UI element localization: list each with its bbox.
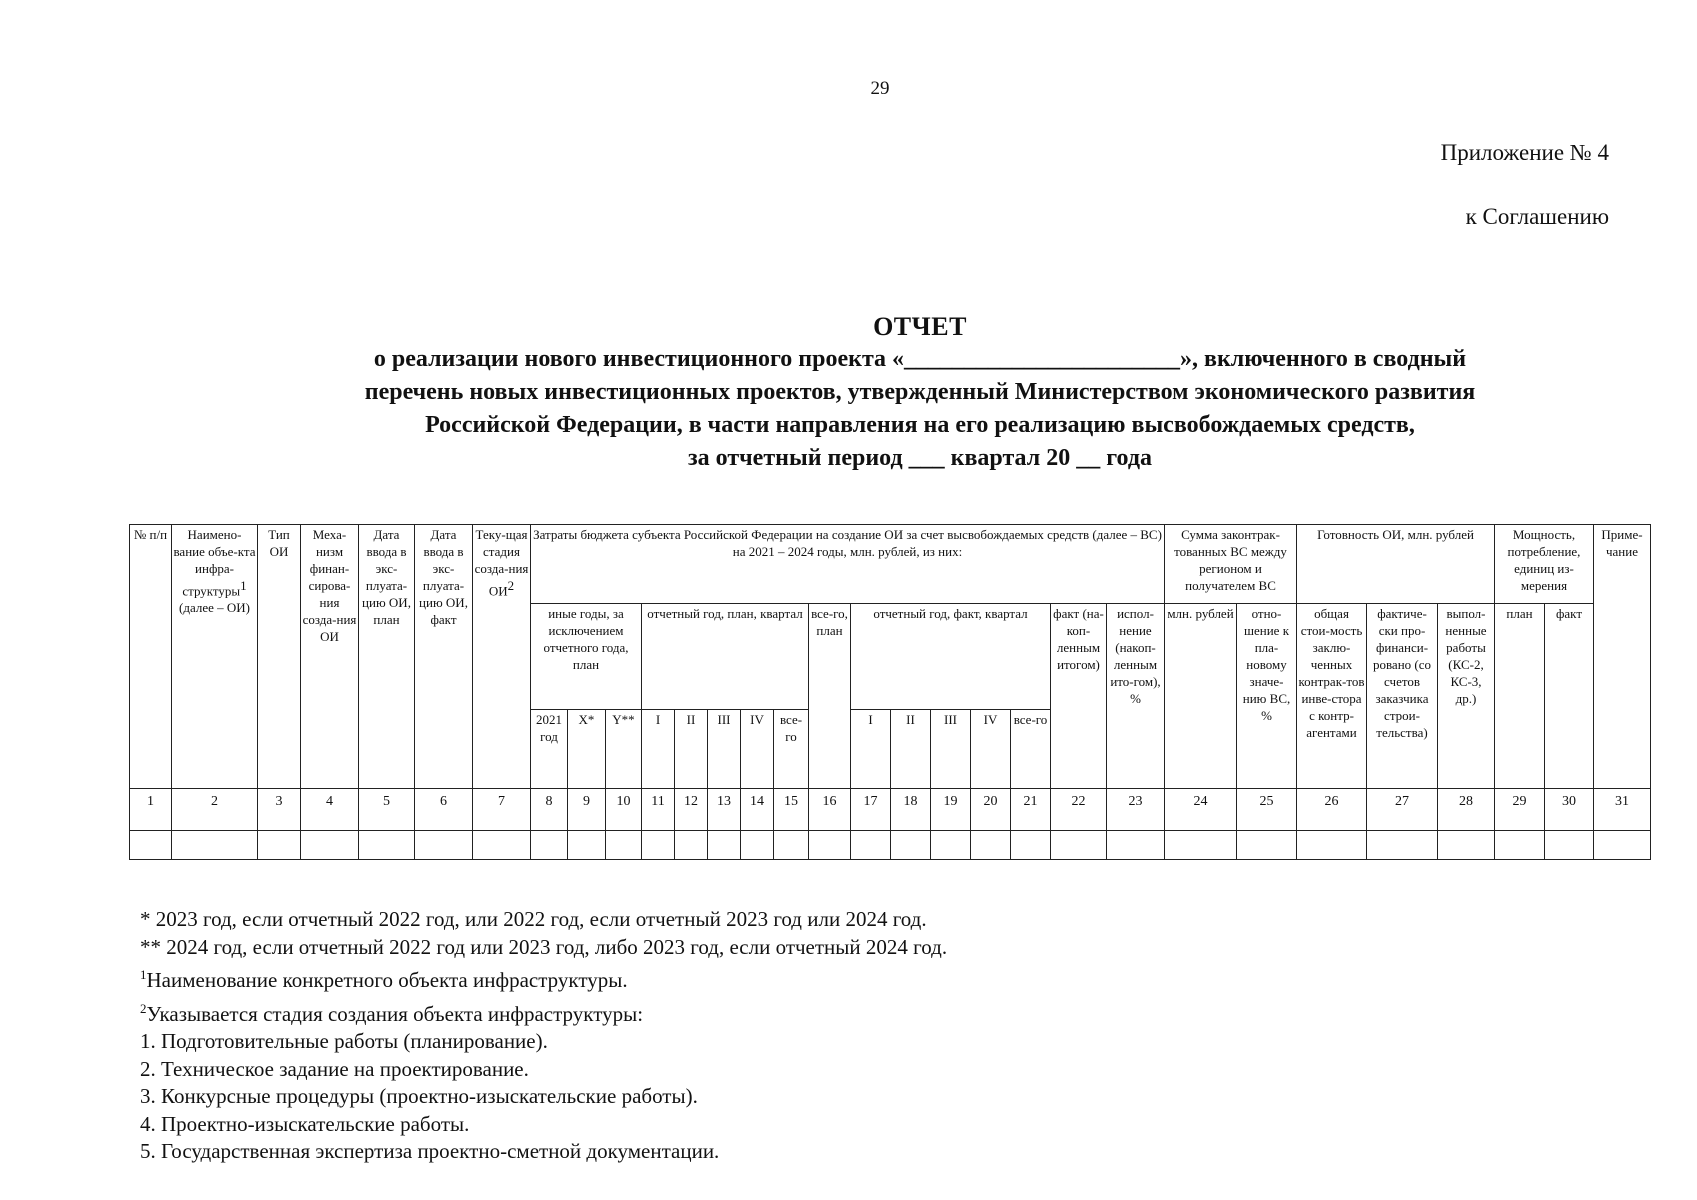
empty-cell	[415, 831, 473, 860]
empty-cell	[675, 831, 708, 860]
empty-cell	[258, 831, 301, 860]
column-number: 17	[851, 789, 891, 831]
empty-cell	[1165, 831, 1237, 860]
empty-cell	[359, 831, 415, 860]
empty-cell	[1545, 831, 1594, 860]
column-number: 2	[172, 789, 258, 831]
column-number: 30	[1545, 789, 1594, 831]
column-number: 24	[1165, 789, 1237, 831]
footnote-2	[140, 995, 947, 1029]
column-number: 27	[1367, 789, 1438, 831]
column-number: 31	[1594, 789, 1651, 831]
header-plan-q4: IV	[741, 710, 774, 789]
header-object-name-text: Наимено-вание объе-кта инфра-структуры	[173, 527, 256, 599]
footnote-marker-1: 1	[240, 578, 247, 593]
header-plan: план	[1495, 604, 1545, 789]
header-date-fact: Дата ввода в экс-плуата-цию ОИ, факт	[415, 525, 473, 789]
header-financed: фактиче-ски про-финанси-ровано (со счетов заказчика строи-тельства)	[1367, 604, 1438, 789]
title-line-4: за отчетный период ___ квартал 20 __ года	[688, 445, 1152, 471]
report-title	[200, 310, 1640, 475]
header-works: выпол-ненные работы (КС-2, КС-3, др.)	[1438, 604, 1495, 789]
header-num: № п/п	[130, 525, 172, 789]
column-number: 8	[531, 789, 568, 831]
header-object-name	[172, 525, 258, 789]
empty-cell	[1367, 831, 1438, 860]
header-report-fact: отчетный год, факт, квартал	[851, 604, 1051, 710]
title-line-2: перечень новых инвестиционных проектов, утвержденный Министерством экономического развития	[364, 379, 1476, 405]
empty-cell	[301, 831, 359, 860]
header-fact: факт	[1545, 604, 1594, 789]
header-fact-q2: II	[891, 710, 931, 789]
column-number: 6	[415, 789, 473, 831]
column-number: 26	[1297, 789, 1367, 831]
empty-cell	[473, 831, 531, 860]
column-number: 12	[675, 789, 708, 831]
header-year-2021: 2021 год	[531, 710, 568, 789]
column-number: 3	[258, 789, 301, 831]
header-fact-q4: IV	[971, 710, 1011, 789]
footnote-1	[140, 961, 947, 995]
empty-cell	[172, 831, 258, 860]
header-costs: Затраты бюджета субъекта Российской Федерации на создание ОИ за счет высвобождаемых средств (далее – ВС) на 2021 – 2024 годы, млн. рублей, из них:	[531, 525, 1165, 604]
stage-item-4: 4. Проектно-изыскательские работы.	[140, 1111, 470, 1136]
column-number: 14	[741, 789, 774, 831]
column-number: 11	[642, 789, 675, 831]
header-contracted: Сумма законтрак-тованных ВС между регионом и получателем ВС	[1165, 525, 1297, 604]
footnote-asterisk: * 2023 год, если отчетный 2022 год, или 2022 год, если отчетный 2023 год или 2024 год.	[140, 907, 927, 931]
header-stage	[473, 525, 531, 789]
header-object-name-tail: (далее – ОИ)	[179, 600, 250, 616]
footnote-1-marker: 1	[140, 967, 147, 982]
column-number: 29	[1495, 789, 1545, 831]
header-fact-q3: III	[931, 710, 971, 789]
header-mln-rub: млн. рублей	[1165, 604, 1237, 789]
empty-cell	[708, 831, 741, 860]
header-readiness: Готовность ОИ, млн. рублей	[1297, 525, 1495, 604]
footnotes	[140, 906, 947, 1166]
column-number: 20	[971, 789, 1011, 831]
header-fact-cumulative: факт (на-коп-ленным итогом)	[1051, 604, 1107, 789]
header-capacity: Мощность, потребление, единиц из-мерения	[1495, 525, 1594, 604]
column-number: 23	[1107, 789, 1165, 831]
empty-cell	[1594, 831, 1651, 860]
title-line-3: Российской Федерации, в части направления на его реализацию высвобождаемых средств,	[425, 412, 1415, 438]
header-year-x: X*	[568, 710, 606, 789]
empty-cell	[606, 831, 642, 860]
column-number: 28	[1438, 789, 1495, 831]
column-number: 4	[301, 789, 359, 831]
column-number: 18	[891, 789, 931, 831]
header-mechanism: Меха-низм финан-сирова-ния созда-ния ОИ	[301, 525, 359, 789]
report-table	[129, 524, 1651, 860]
column-numbers-row	[130, 789, 1651, 831]
empty-cell	[741, 831, 774, 860]
column-number: 15	[774, 789, 809, 831]
empty-cell	[1107, 831, 1165, 860]
header-plan-q2: II	[675, 710, 708, 789]
empty-cell	[971, 831, 1011, 860]
column-number: 13	[708, 789, 741, 831]
stage-item-5: 5. Государственная экспертиза проектно-сметной документации.	[140, 1139, 720, 1163]
empty-data-row	[130, 831, 1651, 860]
header-plan-q1: I	[642, 710, 675, 789]
header-other-years: иные годы, за исключением отчетного года, план	[531, 604, 642, 710]
header-ratio: отно-шение к пла-новому значе-нию ВС, %	[1237, 604, 1297, 789]
annex-number: Приложение № 4	[1440, 140, 1609, 165]
empty-cell	[1297, 831, 1367, 860]
empty-cell	[1438, 831, 1495, 860]
column-number: 21	[1011, 789, 1051, 831]
empty-cell	[130, 831, 172, 860]
column-number: 16	[809, 789, 851, 831]
empty-cell	[891, 831, 931, 860]
stage-item-1: 1. Подготовительные работы (планирование).	[140, 1029, 548, 1053]
stage-item-3: 3. Конкурсные процедуры (проектно-изыскательские работы).	[140, 1084, 698, 1108]
title-line-1: о реализации нового инвестиционного проекта «_______________________», включенного в сводный	[373, 346, 1467, 372]
empty-cell	[1051, 831, 1107, 860]
header-execution: испол-нение (накоп-ленным ито-гом), %	[1107, 604, 1165, 789]
footnote-2-text: Указывается стадия создания объекта инфраструктуры:	[146, 1001, 644, 1026]
column-number: 5	[359, 789, 415, 831]
header-year-y: Y**	[606, 710, 642, 789]
title-main: ОТЧЕТ	[873, 312, 967, 341]
footnote-2-marker: 2	[140, 1000, 147, 1016]
header-type: Тип ОИ	[258, 525, 301, 789]
column-number: 22	[1051, 789, 1107, 831]
header-fact-total: все-го	[1011, 710, 1051, 789]
stage-item-2: 2. Техническое задание на проектирование.	[140, 1056, 529, 1081]
footnote-marker-2: 2	[507, 578, 515, 593]
annex-agreement: к Соглашению	[1465, 204, 1609, 229]
empty-cell	[851, 831, 891, 860]
column-number: 19	[931, 789, 971, 831]
column-number: 9	[568, 789, 606, 831]
header-plan-q3: III	[708, 710, 741, 789]
header-total-cost: общая стои-мость заклю-ченных контрак-тов инве-стора с контр-агентами	[1297, 604, 1367, 789]
header-plan-total: все-го	[774, 710, 809, 789]
header-stage-text: Теку-щая стадия созда-ния ОИ	[474, 527, 529, 599]
empty-cell	[1237, 831, 1297, 860]
header-total-plan: все-го, план	[809, 604, 851, 789]
empty-cell	[931, 831, 971, 860]
header-note: Приме-чание	[1594, 525, 1651, 789]
header-report-plan: отчетный год, план, квартал	[642, 604, 809, 710]
footnote-1-text: Наименование конкретного объекта инфраструктуры.	[146, 968, 628, 992]
page-number: 29	[870, 78, 890, 99]
header-date-plan: Дата ввода в экс-плуата-цию ОИ, план	[359, 525, 415, 789]
header-fact-q1: I	[851, 710, 891, 789]
column-number: 10	[606, 789, 642, 831]
empty-cell	[774, 831, 809, 860]
column-number: 25	[1237, 789, 1297, 831]
empty-cell	[568, 831, 606, 860]
empty-cell	[642, 831, 675, 860]
empty-cell	[1495, 831, 1545, 860]
column-number: 1	[130, 789, 172, 831]
column-number: 7	[473, 789, 531, 831]
footnote-double-asterisk: ** 2024 год, если отчетный 2022 год или 2023 год, либо 2023 год, если отчетный 2024 год.	[140, 934, 948, 959]
empty-cell	[531, 831, 568, 860]
empty-cell	[809, 831, 851, 860]
empty-cell	[1011, 831, 1051, 860]
